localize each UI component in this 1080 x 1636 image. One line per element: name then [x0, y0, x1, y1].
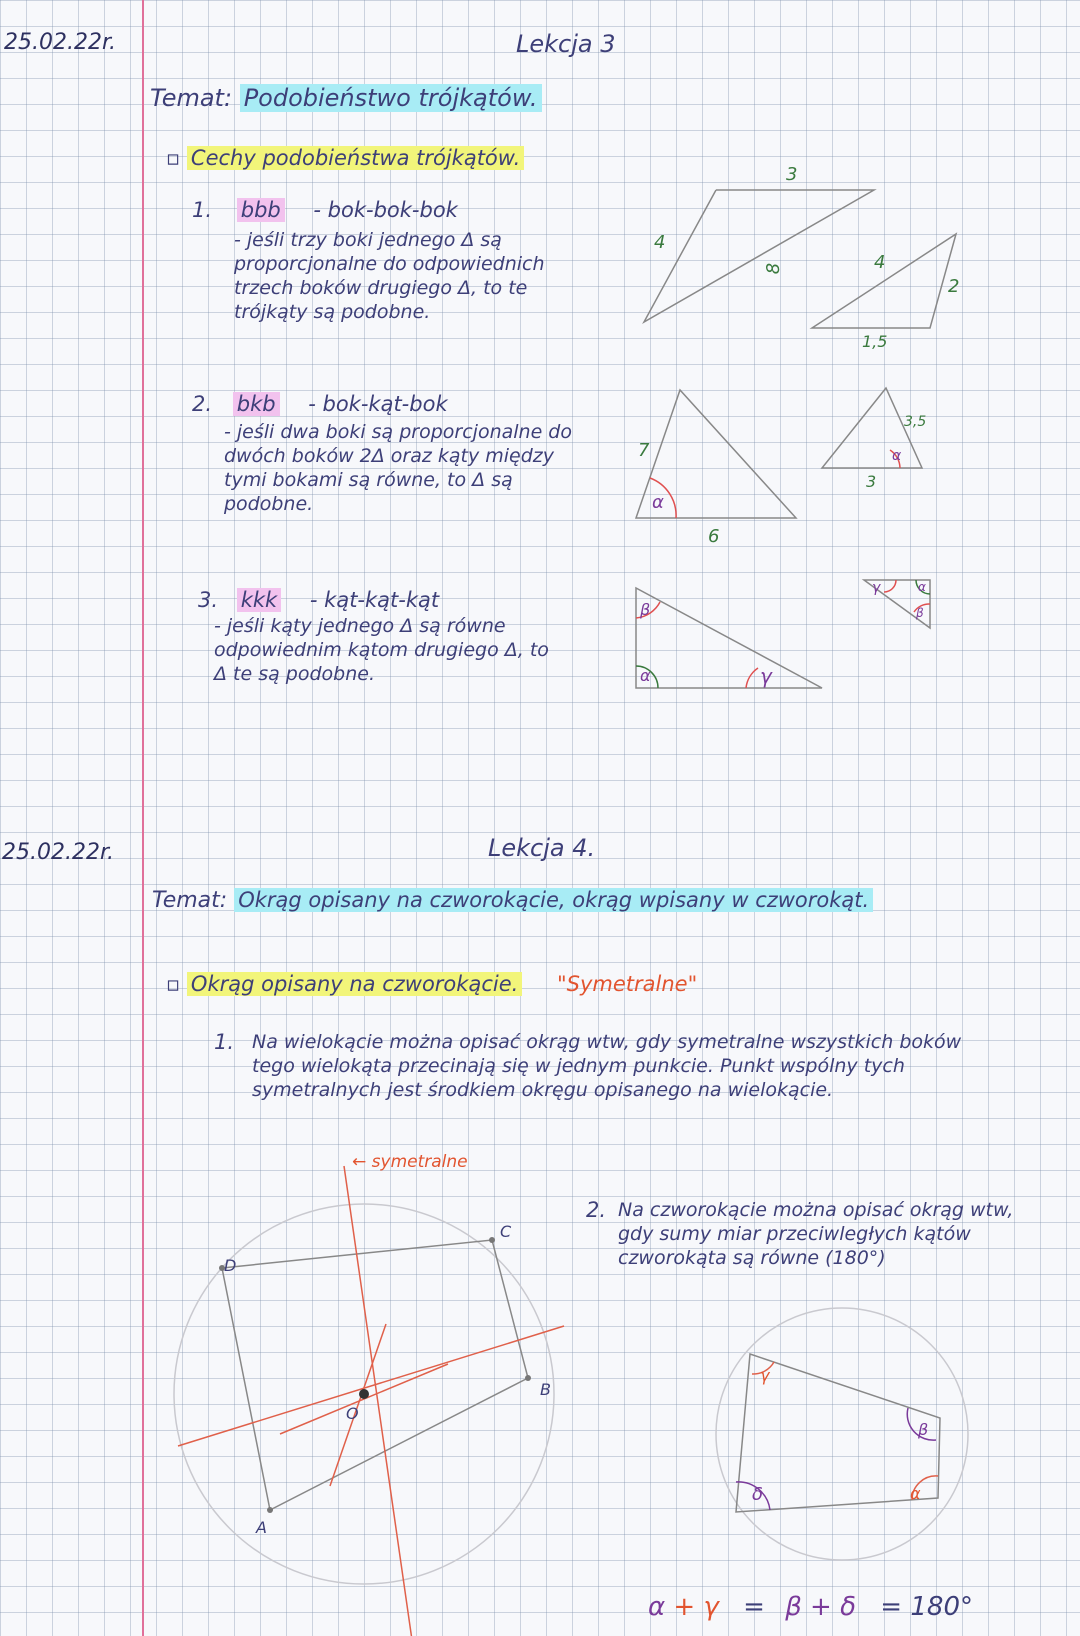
- formula-beta: β: [785, 1592, 802, 1622]
- fig1-label: 4: [874, 252, 886, 273]
- lesson3-date: 25.02.22r.: [4, 30, 116, 55]
- point-2-text: Na czworokącie można opisać okrąg wtw, gdy sumy miar przeciwległych kątów czworokąta są równe (180°): [618, 1199, 1014, 1269]
- angle-alpha: α: [910, 1484, 921, 1503]
- vertex-point: [525, 1375, 531, 1381]
- fig2-angle: α: [652, 492, 664, 513]
- lesson4-title: Lekcja 4.: [488, 834, 596, 862]
- lesson4-date: 25.02.22r.: [2, 840, 114, 865]
- fig2-label: 3: [866, 472, 877, 491]
- center-label-O: O: [346, 1404, 359, 1423]
- formula-plus: +: [810, 1592, 832, 1622]
- fig1-label: 8: [763, 262, 785, 275]
- point-1-number: 1.: [214, 1030, 235, 1054]
- feature-name: - bok-bok-bok: [313, 198, 458, 222]
- feature-code: bkb: [233, 392, 280, 416]
- fig2-angle: α: [892, 448, 902, 464]
- formula-gamma: γ: [703, 1592, 719, 1622]
- feature-number: 2.: [192, 392, 213, 416]
- fig3-angle: α: [918, 580, 926, 594]
- point-1-text: Na wielokącie można opisać okrąg wtw, gdy symetralne wszystkich boków tego wielokąta przecinają się w jednym punkcie. Punkt wspólny tych symetralnych jest środkiem okręgu opisanego na wielokącie.: [252, 1031, 962, 1101]
- feature-1-text: - jeśli trzy boki jednego Δ są proporcjonalne do odpowiednich trzech boków drugiego Δ, to te trójkąty są podobne.: [234, 229, 545, 323]
- formula-equals: =: [880, 1592, 903, 1622]
- circumcircle: [716, 1308, 968, 1560]
- formula-alpha: α: [648, 1592, 666, 1622]
- section-title: Okrąg opisany na czworokącie.: [187, 972, 522, 996]
- fig2-label: 6: [708, 526, 720, 547]
- fig3-angle: γ: [872, 580, 881, 596]
- bisectors-note: ← symetralne: [352, 1152, 468, 1172]
- topic-text: Okrąg opisany na czworokącie, okrąg wpisany w czworokąt.: [234, 888, 873, 912]
- topic-label: Temat:: [152, 888, 228, 913]
- fig3-angle: γ: [760, 664, 772, 688]
- vertex-label-B: B: [540, 1380, 551, 1399]
- lesson3-title: Lekcja 3: [516, 30, 616, 58]
- formula-plus: +: [673, 1592, 696, 1622]
- bisector-line: [178, 1326, 564, 1446]
- feature-number: 3.: [198, 588, 219, 612]
- vertex-label-D: D: [224, 1256, 237, 1275]
- formula-delta: δ: [840, 1592, 857, 1622]
- feature-code: kkk: [237, 588, 281, 612]
- vertex-label-A: A: [256, 1518, 267, 1537]
- fig3-angle: α: [640, 666, 651, 685]
- vertex-label-C: C: [500, 1222, 512, 1241]
- cyclic-quadrilateral-figure: [716, 1308, 968, 1560]
- section-title: Cechy podobieństwa trójkątów.: [187, 146, 524, 170]
- angle-gamma: γ: [760, 1366, 770, 1385]
- fig1-label: 3: [786, 164, 798, 185]
- bullet-icon: ▫: [166, 972, 181, 996]
- fig2-label: 3,5: [904, 414, 927, 430]
- vertex-point: [267, 1507, 273, 1513]
- fig2-label: 7: [638, 440, 650, 461]
- center-point: [359, 1389, 369, 1399]
- feature-2-text: - jeśli dwa boki są proporcjonalne do dwóch boków 2Δ oraz kąty między tymi bokami są równe, to Δ są podobne.: [224, 421, 572, 515]
- section-note: "Symetralne": [556, 972, 698, 996]
- angle-delta: δ: [752, 1484, 764, 1505]
- fig3-angle: β: [916, 606, 924, 620]
- fig1-label: 1,5: [862, 332, 888, 351]
- topic-text: Podobieństwo trójkątów.: [240, 84, 542, 112]
- vertex-point: [489, 1237, 495, 1243]
- angle-beta: β: [918, 1420, 929, 1439]
- topic-label: Temat:: [150, 84, 233, 112]
- angle-sum-formula: [648, 1592, 973, 1622]
- feature-name: - kąt-kąt-kąt: [309, 588, 440, 612]
- feature-number: 1.: [192, 198, 213, 222]
- fig1-label: 4: [654, 232, 666, 253]
- point-2-number: 2.: [586, 1198, 607, 1222]
- formula-equals: =: [743, 1592, 765, 1622]
- feature-name: - bok-kąt-bok: [308, 392, 448, 416]
- feature-code: bbb: [237, 198, 285, 222]
- feature-3-text: - jeśli kąty jednego Δ są równe odpowiednim kątom drugiego Δ, to Δ te są podobne.: [214, 615, 549, 685]
- bullet-icon: ▫: [166, 146, 181, 170]
- fig3-angle: β: [640, 600, 651, 619]
- bisector-line: [344, 1166, 412, 1636]
- formula-result: 180°: [910, 1592, 973, 1622]
- fig1-label: 2: [948, 276, 960, 297]
